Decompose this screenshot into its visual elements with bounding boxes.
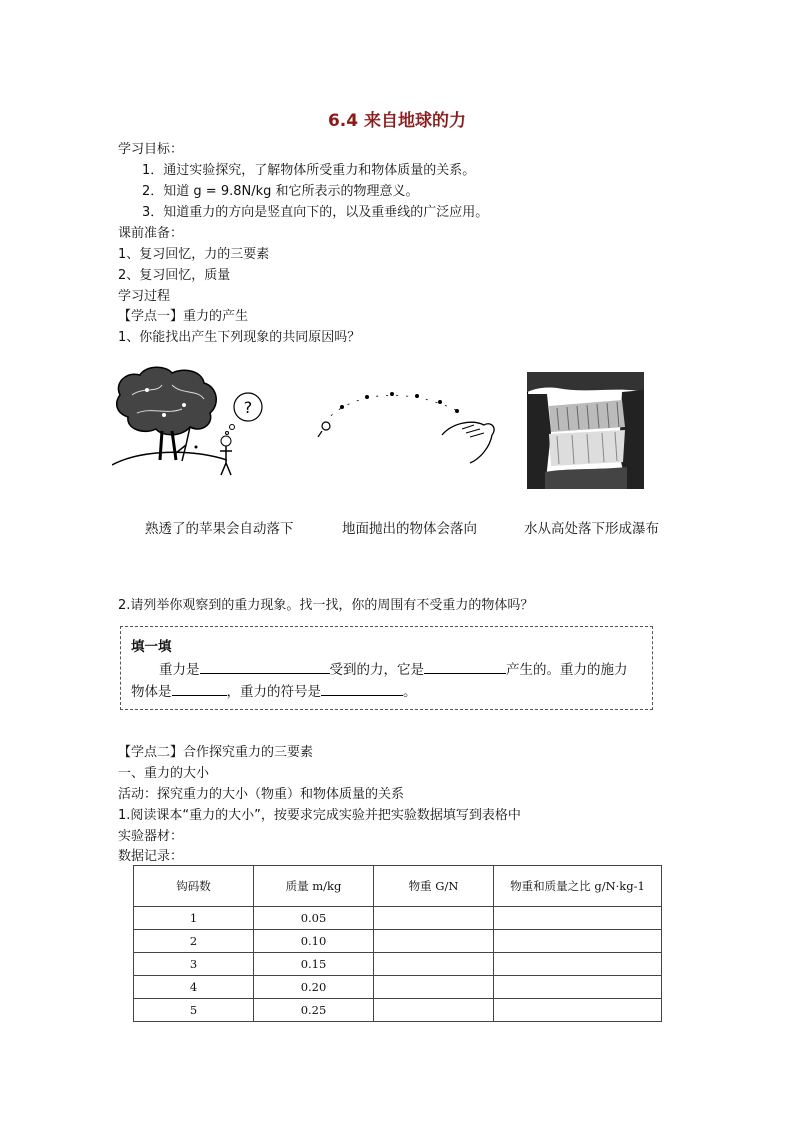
goal-item-2: 2．知道 g = 9.8N/kg 和它所表示的物理意义。: [142, 184, 419, 199]
cell-count: 3: [134, 953, 254, 976]
process-heading: 学习过程: [118, 289, 171, 304]
cell-ratio[interactable]: [494, 907, 662, 930]
prep-item-2: 2、复习回忆，质量: [118, 268, 231, 283]
fill-text-1: 重力是: [159, 662, 200, 678]
point2-activity: 活动：探究重力的大小（物重）和物体质量的关系: [118, 787, 405, 802]
caption-thrown: 地面抛出的物体会落向: [342, 521, 477, 537]
fill-text-2: 受到的力，它是: [329, 662, 424, 678]
header-count: 钩码数: [134, 866, 254, 907]
point2-read: 1.阅读课本“重力的大小”，按要求完成实验并把实验数据填写到表格中: [118, 808, 521, 823]
cell-weight[interactable]: [374, 976, 494, 999]
prep-item-1: 1、复习回忆，力的三要素: [118, 247, 270, 262]
point2-record: 数据记录：: [118, 849, 184, 864]
fill-text-5: ，重力的符号是: [226, 684, 321, 700]
header-mass: 质量 m/kg: [254, 866, 374, 907]
point1-question2: 2.请列举你观察到的重力现象。找一找，你的周围有不受重力的物体吗？: [118, 598, 534, 613]
cell-ratio[interactable]: [494, 999, 662, 1022]
point2-sub1: 一、重力的大小: [118, 766, 210, 781]
fill-text-4: 物体是: [131, 684, 172, 700]
table-row: [134, 907, 662, 930]
fill-in-box: [120, 626, 653, 710]
point2-heading: 【学点二】合作探究重力的三要素: [118, 745, 314, 760]
page-title: 6.4 来自地球的力: [327, 111, 467, 131]
cell-count: 2: [134, 930, 254, 953]
cell-count: 4: [134, 976, 254, 999]
point2-equipment: 实验器材：: [118, 829, 184, 844]
fill-line-2: [131, 680, 417, 700]
cell-ratio[interactable]: [494, 930, 662, 953]
header-weight: 物重 G/N: [374, 866, 494, 907]
fill-blank-4[interactable]: [321, 681, 403, 696]
cell-count: 1: [134, 907, 254, 930]
cell-mass: 0.05: [254, 907, 374, 930]
caption-apple: 熟透了的苹果会自动落下: [145, 521, 294, 537]
fill-text-6: 。: [403, 684, 417, 700]
fill-line-1: [159, 658, 628, 678]
table-row: [134, 953, 662, 976]
fill-blank-3[interactable]: [172, 681, 227, 696]
cell-count: 5: [134, 999, 254, 1022]
cell-weight[interactable]: [374, 930, 494, 953]
table-row: [134, 976, 662, 999]
table-row: [134, 999, 662, 1022]
cell-ratio[interactable]: [494, 953, 662, 976]
point1-heading: 【学点一】重力的产生: [118, 309, 249, 324]
cell-mass: 0.20: [254, 976, 374, 999]
fill-blank-2[interactable]: [424, 659, 506, 674]
header-ratio: 物重和质量之比 g/N·kg-1: [494, 866, 662, 907]
cell-mass: 0.10: [254, 930, 374, 953]
goal-item-3: 3．知道重力的方向是竖直向下的，以及重垂线的广泛应用。: [142, 205, 489, 220]
prep-heading: 课前准备：: [118, 226, 184, 241]
waterfall-illustration: [527, 372, 644, 489]
fill-text-3: 产生的。重力的施力: [506, 662, 628, 678]
cell-mass: 0.25: [254, 999, 374, 1022]
table-header-row: [134, 866, 662, 907]
table-row: [134, 930, 662, 953]
cell-ratio[interactable]: [494, 976, 662, 999]
cell-mass: 0.15: [254, 953, 374, 976]
cell-weight[interactable]: [374, 953, 494, 976]
person-thinking-illustration: [212, 385, 282, 480]
question-mark-text: ?: [243, 398, 253, 417]
cell-weight[interactable]: [374, 999, 494, 1022]
cell-weight[interactable]: [374, 907, 494, 930]
thrown-object-illustration: [312, 385, 502, 465]
goals-heading: 学习目标：: [118, 142, 184, 157]
point1-question: 1、你能找出产生下列现象的共同原因吗？: [118, 330, 361, 345]
caption-waterfall: 水从高处落下形成瀑布: [524, 521, 659, 537]
goal-item-1: 1．通过实验探究，了解物体所受重力和物体质量的关系。: [142, 163, 476, 178]
data-table: [133, 865, 662, 1022]
fill-heading: 填一填: [131, 639, 172, 655]
fill-blank-1[interactable]: [200, 659, 330, 674]
apple-tree-illustration: [112, 365, 227, 475]
